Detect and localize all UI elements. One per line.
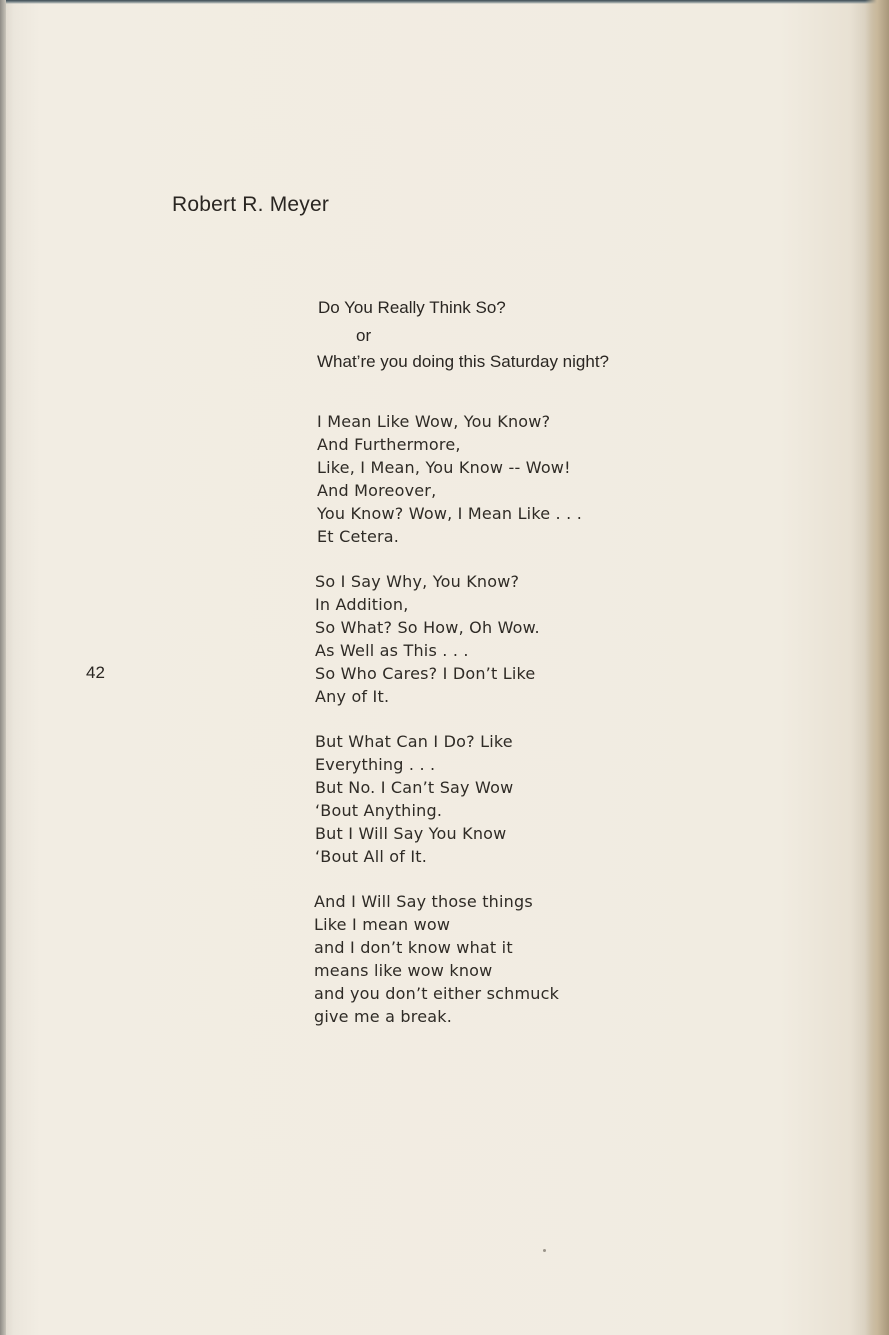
author-name: Robert R. Meyer (172, 193, 330, 216)
poem-line: Any of It. (315, 686, 390, 706)
page-top-edge (0, 0, 889, 4)
poem-line: But No. I Can’t Say Wow (315, 777, 514, 797)
poem-line: means like wow know (314, 960, 493, 980)
poem-line: As Well as This . . . (315, 640, 469, 660)
stanza (315, 731, 513, 868)
stanza (317, 411, 582, 548)
poem-line: and I don’t know what it (314, 937, 513, 957)
page-number: 42 (86, 663, 105, 682)
poem-line: ‘Bout Anything. (315, 800, 443, 820)
poem-line: ‘Bout All of It. (315, 846, 428, 866)
page-left-edge (0, 0, 6, 1335)
poem-line: and you don’t either schmuck (314, 983, 560, 1003)
poem-line: Like, I Mean, You Know -- Wow! (317, 457, 571, 477)
poem-line: And Furthermore, (317, 434, 461, 454)
poem-line: So What? So How, Oh Wow. (315, 617, 540, 637)
poem-line: But I Will Say You Know (315, 823, 507, 843)
poem-line: And I Will Say those things (314, 892, 533, 911)
poem-line: You Know? Wow, I Mean Like . . . (317, 503, 582, 523)
poem-line: So I Say Why, You Know? (315, 572, 520, 591)
poem-line: And Moreover, (317, 480, 437, 500)
poem-line: Everything . . . (315, 754, 436, 774)
poem-subtitle: What’re you doing this Saturday night? (317, 352, 610, 371)
poem-line: Et Cetera. (317, 526, 400, 546)
page-spine-shadow (865, 0, 889, 1335)
poem-title-connector: or (356, 326, 372, 345)
stanza (315, 571, 540, 708)
poem-line: But What Can I Do? Like (315, 732, 513, 751)
poem-line: In Addition, (315, 594, 409, 614)
poem-line: Like I mean wow (314, 914, 451, 934)
poem-title: Do You Really Think So? (318, 298, 506, 317)
stanza (314, 891, 559, 1028)
paper-speck (543, 1249, 546, 1252)
poem-line: I Mean Like Wow, You Know? (317, 412, 551, 431)
poem-line: give me a break. (314, 1006, 452, 1026)
poem-line: So Who Cares? I Don’t Like (315, 663, 536, 683)
